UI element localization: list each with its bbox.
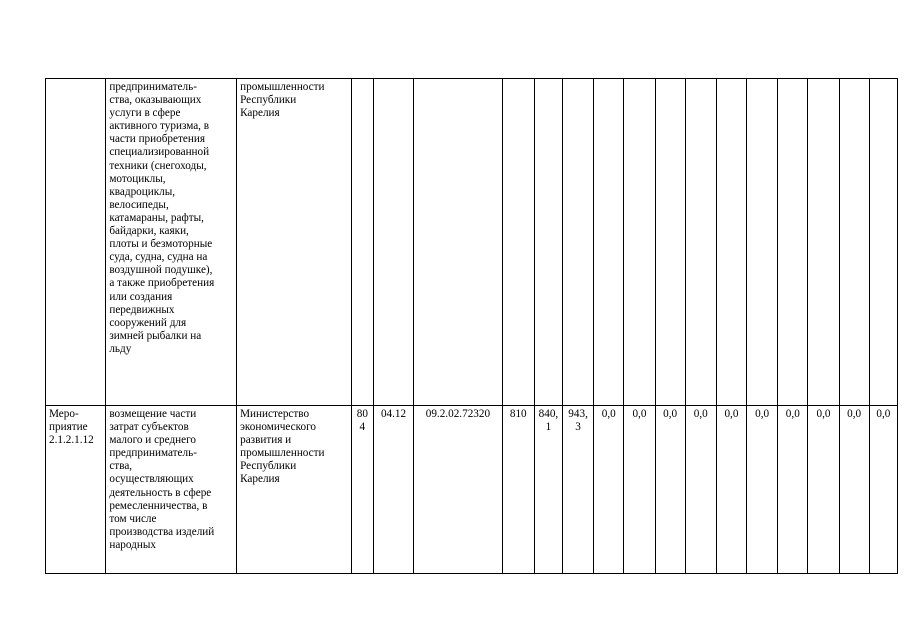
value-cell: 0,0 [808, 406, 839, 574]
rzpr-cell [373, 79, 413, 406]
value-cell [563, 79, 594, 406]
value-cell [716, 79, 746, 406]
value-cell: 0,0 [594, 406, 624, 574]
grbs-cell: 80 4 [351, 406, 373, 574]
value-cell [778, 79, 808, 406]
value-cell: 0,0 [685, 406, 716, 574]
value-cell: 0,0 [655, 406, 685, 574]
value-cell: 0,0 [747, 406, 778, 574]
value-cell [808, 79, 839, 406]
vr-cell [502, 79, 534, 406]
rzpr-cell: 04.12 [373, 406, 413, 574]
value-cell [624, 79, 655, 406]
value-cell [594, 79, 624, 406]
value-cell: 943, 3 [563, 406, 594, 574]
status-cell: Меро- приятие 2.1.2.1.12 [46, 406, 106, 574]
grbs-cell [351, 79, 373, 406]
vr-cell: 810 [502, 406, 534, 574]
executor-cell: Министерство экономического развития и промышленности Республики Карелия [237, 406, 352, 574]
value-cell [839, 79, 869, 406]
value-cell: 0,0 [778, 406, 808, 574]
table-row [46, 406, 898, 574]
value-cell [655, 79, 685, 406]
value-cell [534, 79, 562, 406]
executor-cell: промышленности Республики Карелия [237, 79, 352, 406]
event-name-cell: предприниматель- ства, оказывающих услуги в сфере активного туризма, в части приобретения специализированной техники (снегоходы, мотоциклы, квадроциклы, велосипеды, катамараны, рафты, байдарки, каяки, плоты и безмоторные суда, судна, судна на воздушной подушке), а также приобретения или создания передвижных сооружений для зимней рыбалки на льду [106, 79, 237, 406]
value-cell: 840, 1 [534, 406, 562, 574]
table-row [46, 79, 898, 406]
value-cell [747, 79, 778, 406]
csr-cell [414, 79, 503, 406]
value-cell: 0,0 [716, 406, 746, 574]
status-cell [46, 79, 106, 406]
value-cell [685, 79, 716, 406]
value-cell: 0,0 [839, 406, 869, 574]
budget-table [45, 78, 898, 574]
event-name-cell: возмещение части затрат субъектов малого и среднего предприниматель- ства, осуществляющих деятельность в сфере ремесленничества, в том числе производства изделий народных [106, 406, 237, 574]
value-cell [869, 79, 897, 406]
value-cell: 0,0 [624, 406, 655, 574]
csr-cell: 09.2.02.72320 [414, 406, 503, 574]
value-cell: 0,0 [869, 406, 897, 574]
